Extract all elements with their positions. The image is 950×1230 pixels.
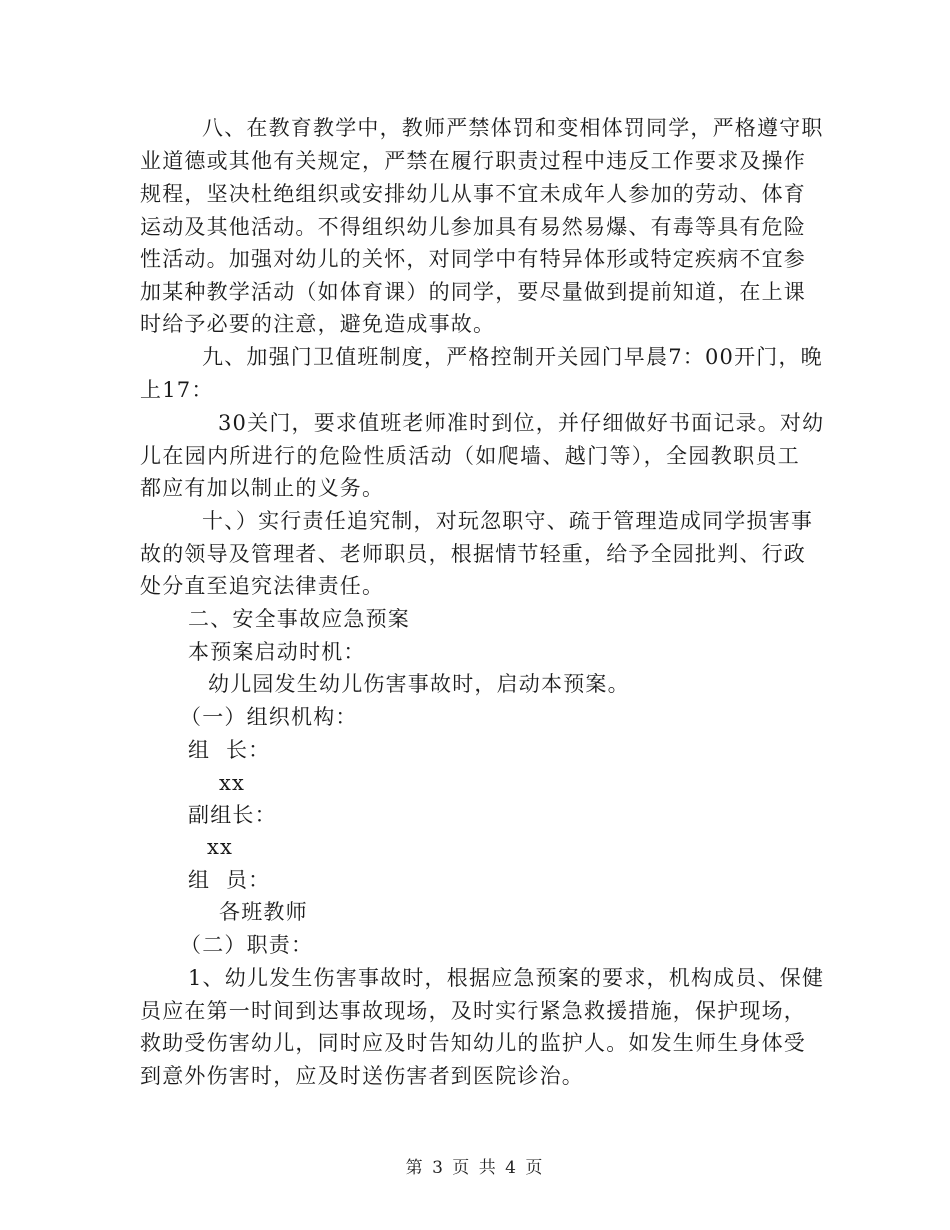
section-heading: 二、安全事故应急预案 xyxy=(188,607,410,631)
paragraph-line: 八、在教育教学中，教师严禁体罚和变相体罚同学，严格遵守职 xyxy=(202,116,824,140)
role-label: 副组长： xyxy=(188,803,277,827)
paragraph-line: 故的领导及管理者、老师职员，根据情节轻重，给予全园批判、行政 xyxy=(140,542,806,566)
paragraph-line: 都应有加以制止的义务。 xyxy=(140,476,385,500)
paragraph-line: 十、）实行责任追究制，对玩忽职守、疏于管理造成同学损害事 xyxy=(202,509,814,533)
paragraph-line: 规程，坚决杜绝组织或安排幼儿从事不宜未成年人参加的劳动、体育 xyxy=(140,182,806,206)
paragraph-line: 运动及其他活动。不得组织幼儿参加具有易然易爆、有毒等具有危险 xyxy=(140,215,806,239)
paragraph-line: 时给予必要的注意，避免造成事故。 xyxy=(140,312,496,336)
role-label: 组 长： xyxy=(188,738,271,762)
paragraph-line: 处分直至追究法律责任。 xyxy=(140,574,385,598)
paragraph-line: 救助受伤害幼儿，同时应及时告知幼儿的监护人。如发生师生身体受 xyxy=(140,1031,806,1055)
paragraph-line: 幼儿园发生幼儿伤害事故时，启动本预案。 xyxy=(208,672,630,696)
paragraph-line: 员应在第一时间到达事故现场，及时实行紧急救援措施，保护现场， xyxy=(140,999,806,1023)
role-label: 组 员： xyxy=(188,868,271,892)
paragraph-line: 上17： xyxy=(140,378,214,402)
paragraph-line: 30关门，要求值班老师准时到位，并仔细做好书面记录。对幼 xyxy=(218,411,825,435)
role-value: xx xyxy=(207,835,234,859)
paragraph-line: 到意外伤害时，应及时送伤害者到医院诊治。 xyxy=(140,1064,584,1088)
subsection-heading: （二）职责： xyxy=(180,933,314,957)
subsection-heading: （一）组织机构： xyxy=(180,705,358,729)
role-value: 各班教师 xyxy=(219,900,308,924)
paragraph-line: 1、幼儿发生伤害事故时，根据应急预案的要求，机构成员、保健 xyxy=(188,966,825,990)
paragraph-line: 性活动。加强对幼儿的关怀，对同学中有特异体形或特定疾病不宜参 xyxy=(140,247,806,271)
role-value: xx xyxy=(219,771,246,795)
page-footer: 第 3 页 共 4 页 xyxy=(405,1158,545,1178)
paragraph-line: 九、加强门卫值班制度，严格控制开关园门早晨7：00开门，晚 xyxy=(202,345,823,369)
paragraph-line: 加某种教学活动（如体育课）的同学，要尽量做到提前知道，在上课 xyxy=(140,280,806,304)
paragraph-line: 儿在园内所进行的危险性质活动（如爬墙、越门等），全园教职员工 xyxy=(140,444,800,468)
paragraph-line: 业道德或其他有关规定，严禁在履行职责过程中违反工作要求及操作 xyxy=(140,149,806,173)
paragraph-line: 本预案启动时机： xyxy=(188,640,366,664)
